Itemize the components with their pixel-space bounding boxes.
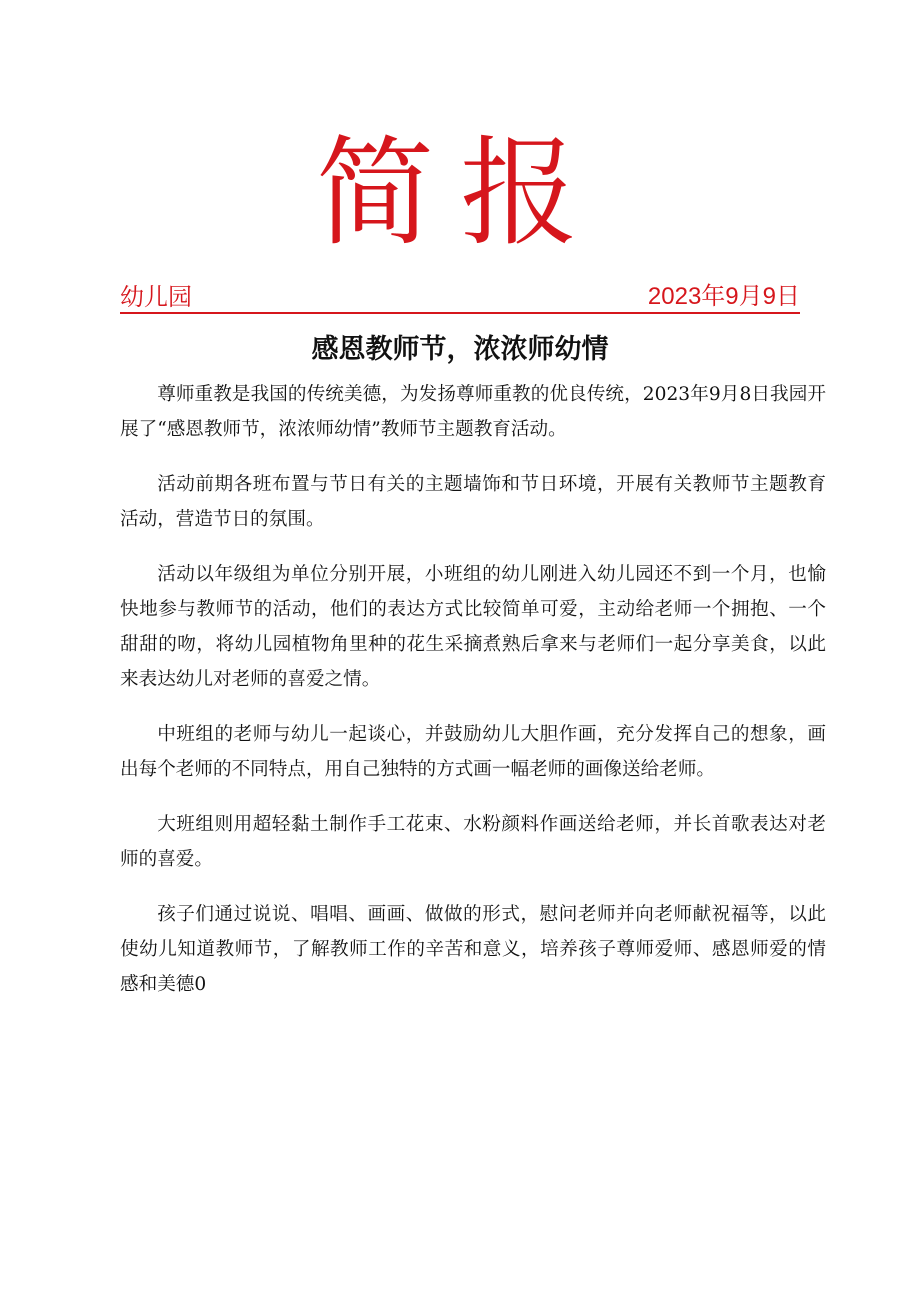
info-row <box>120 282 800 314</box>
issue-date: 2023年9月9日 <box>647 283 800 310</box>
paragraph: 大班组则用超轻黏土制作手工花束、水粉颜料作画送给老师，并长首歌表达对老师的喜爱。 <box>120 814 826 870</box>
article-body <box>120 377 826 1022</box>
paragraph: 中班组的老师与幼儿一起谈心，并鼓励幼儿大胆作画，充分发挥自己的想象，画出每个老师的不同特点，用自己独特的方式画一幅老师的画像送给老师。 <box>120 724 826 780</box>
organization-name: 幼儿园 <box>120 283 192 311</box>
masthead-title: 简报 <box>315 124 604 262</box>
paragraph: 活动以年级组为单位分别开展，小班组的幼儿刚进入幼儿园还不到一个月，也愉快地参与教师节的活动，他们的表达方式比较简单可爱，主动给老师一个拥抱、一个甜甜的吻，将幼儿园植物角里种的花生采摘煮熟后拿来与老师们一起分享美食，以此来表达幼儿对老师的喜爱之情。 <box>120 564 826 690</box>
paragraph: 孩子们通过说说、唱唱、画画、做做的形式，慰问老师并向老师献祝福等，以此使幼儿知道教师节，了解教师工作的辛苦和意义，培养孩子尊师爱师、感恩师爱的情感和美德0 <box>120 904 826 995</box>
paragraph: 活动前期各班布置与节日有关的主题墙饰和节日环境，开展有关教师节主题教育活动，营造节日的氛围。 <box>120 474 826 530</box>
paragraph: 尊师重教是我国的传统美德，为发扬尊师重教的优良传统，2023年9月8日我园开展了“感恩教师节，浓浓师幼情”教师节主题教育活动。 <box>120 384 826 440</box>
article-headline: 感恩教师节，浓浓师幼情 <box>311 334 609 365</box>
